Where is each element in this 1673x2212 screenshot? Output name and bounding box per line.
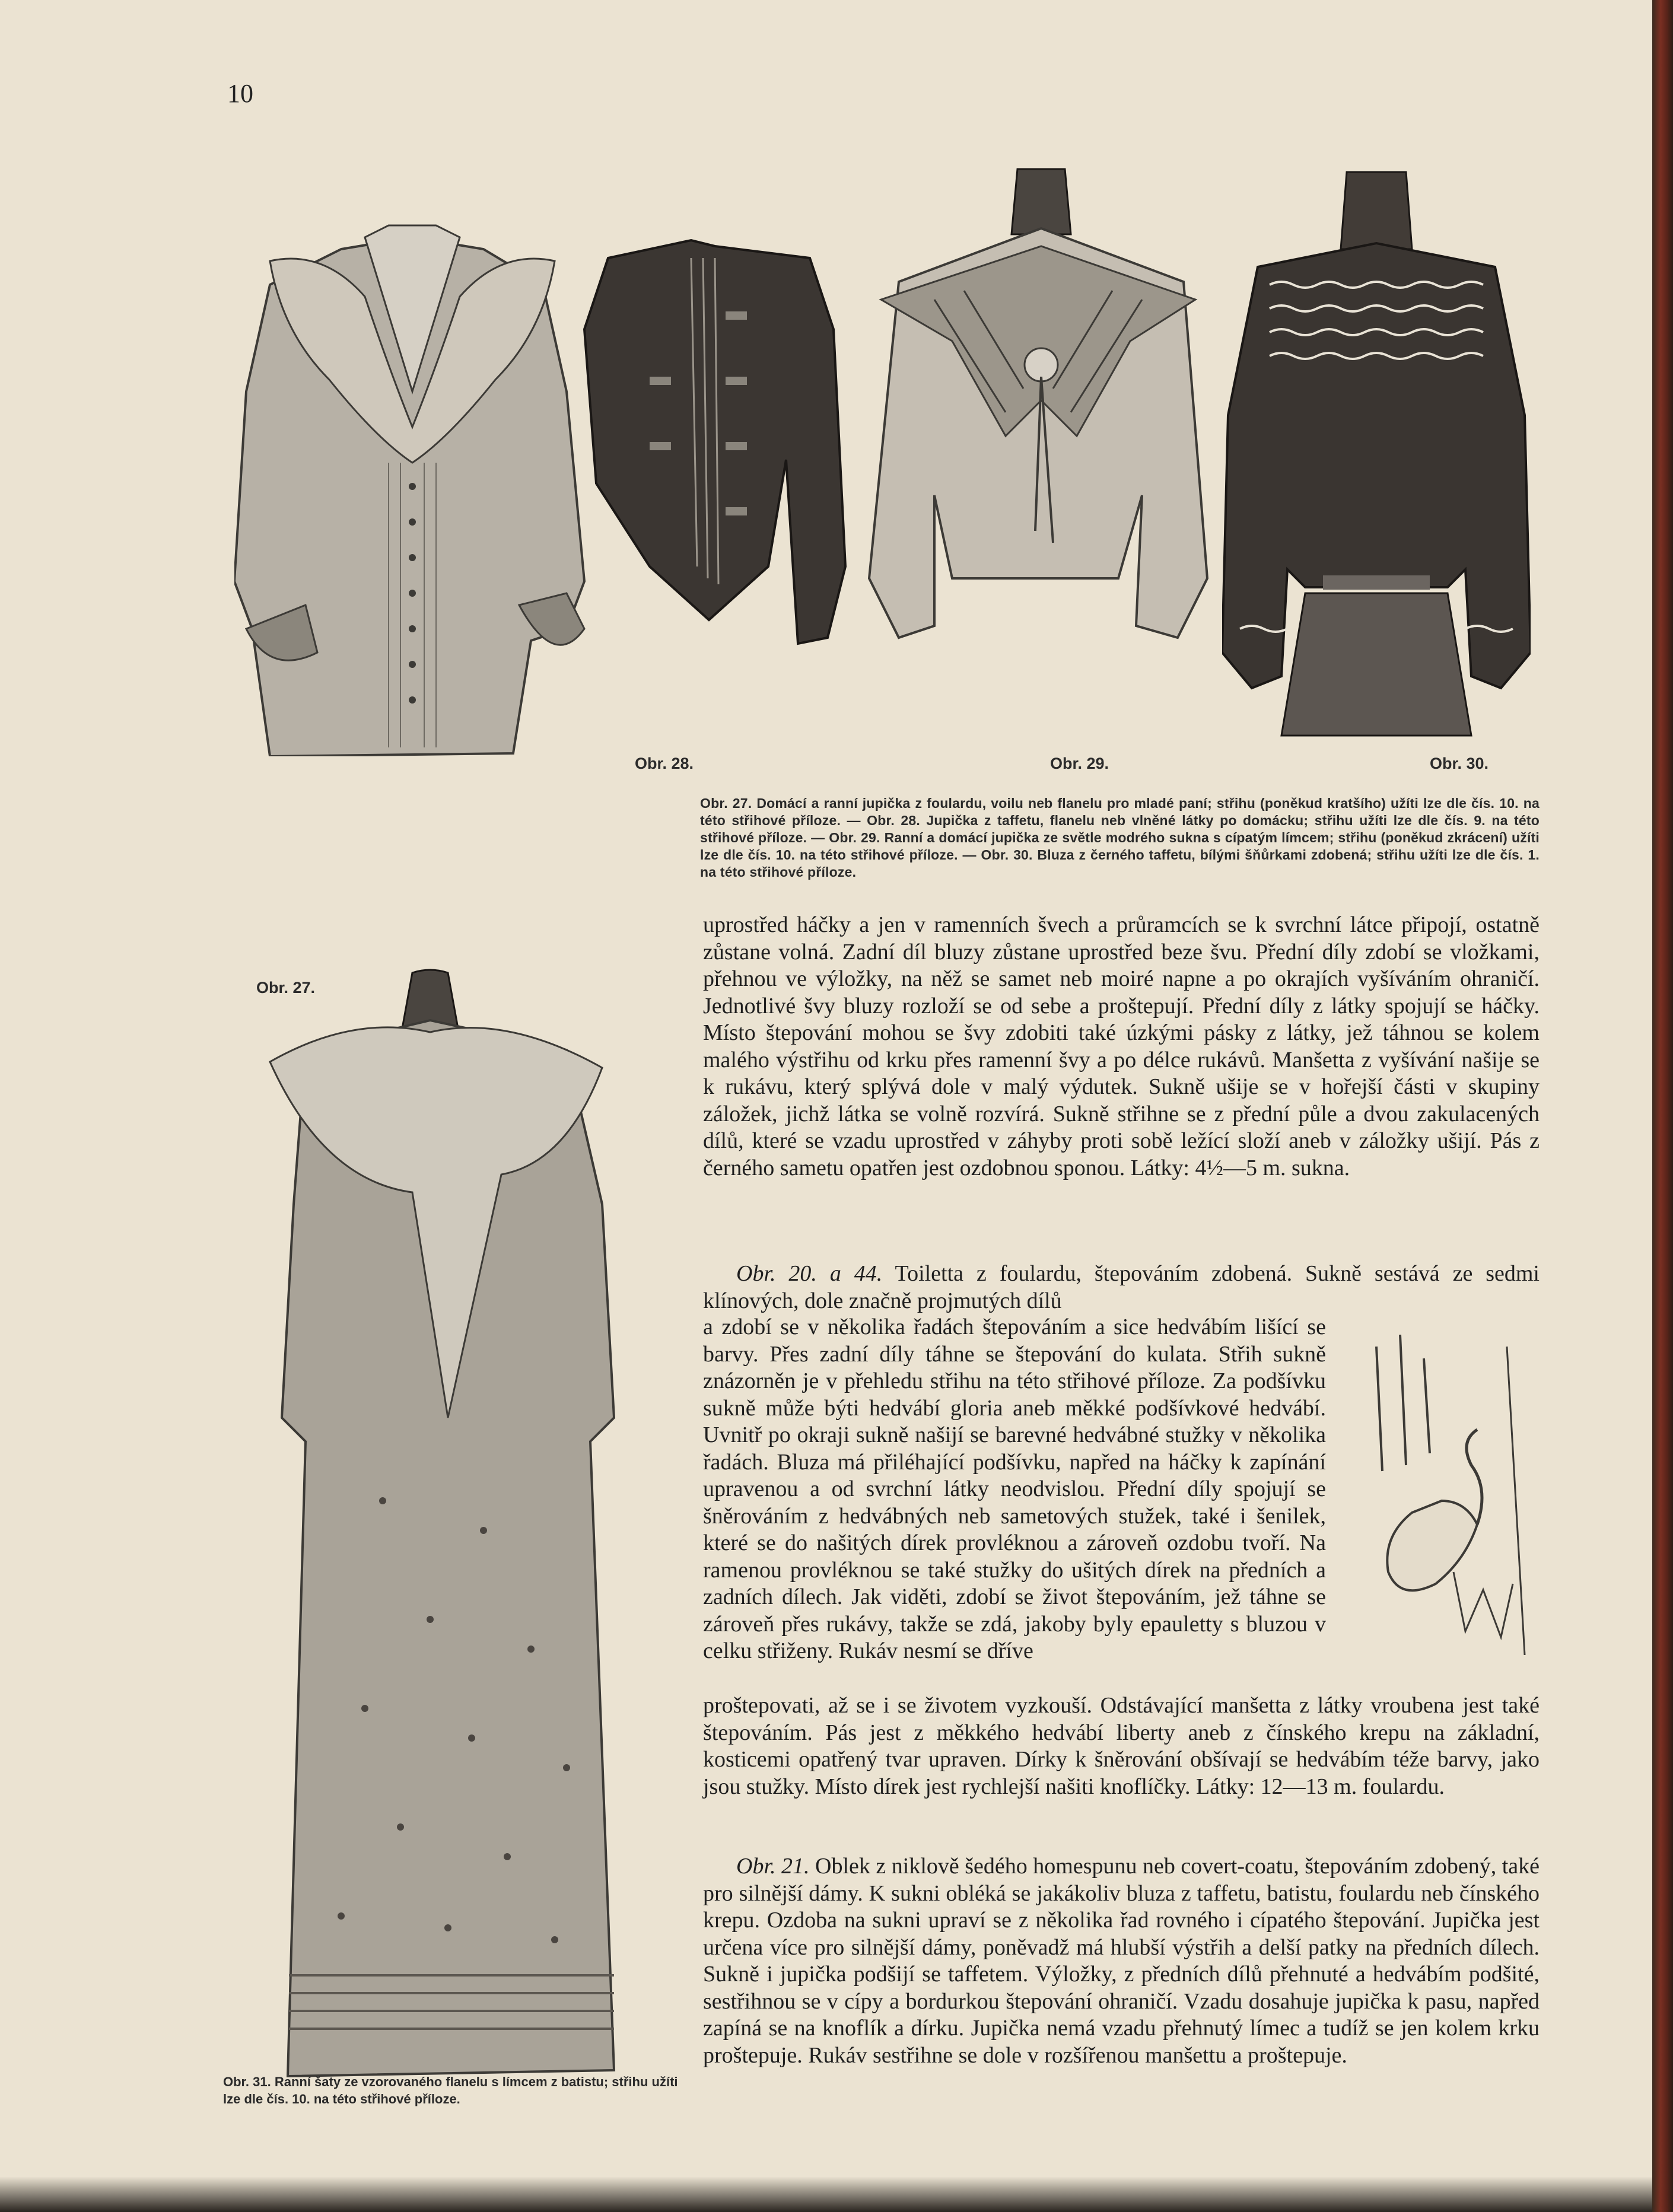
figure-31-illustration xyxy=(234,967,685,2094)
figure-27-label: Obr. 27. xyxy=(256,979,316,997)
caption-bottom: Obr. 31. Ranní šaty ze vzorovaného flanelu s límcem z batistu; střihu užíti lze dle čís. 10. na této střihové příloze. xyxy=(223,2074,678,2106)
scan-bottom-edge xyxy=(0,2176,1652,2212)
figure-29-illustration xyxy=(863,163,1213,655)
figure-28-illustration xyxy=(572,234,851,650)
figure-27-illustration xyxy=(234,214,590,756)
figure-29-label: Obr. 29. xyxy=(1050,755,1109,772)
paragraph-2-lead: Obr. 20. a 44. xyxy=(736,1261,883,1286)
caption-top: Obr. 27. Domácí a ranní jupička z foulardu, voilu neb flanelu pro mladé paní; střihu (poněkud kratšího) užíti lze dle čís. 10. na této střihové příloze. — Obr. 28. Jupička z taffetu, flanelu neb vlněné látky po domácku; střihu užíti lze dle čís. 9. na této střihové příloze. — Obr. 29. Ranní a domácí jupička ze světle modrého sukna s cípatým límcem; střihu (poněkud zkrácení) užíti lze dle čís. 10. na této střihové příloze. — Obr. 30. Bluza z černého taffetu, bílými šňůrkami zdobená; střihu užíti lze dle čís. 1. na této střihové příloze. xyxy=(700,795,1540,880)
paragraph-3-text: Oblek z niklově šedého homespunu neb covert-coatu, štepováním zdobený, také pro silnější dámy. K sukni obléká se jakákoliv bluza z taffetu, batistu, foulardu neb čínského krepu. Ozdoba na sukni upraví se z několika řad rovného i cípatého štepování. Jupička jest určena více pro silnější dámy, poněvadž má hlubší výstřih a delší patky na předních dílech. Sukně i jupička podšijí se taffetem. Výložky, z předních dílů přehnuté a hedvábím podšité, sestřihnou se v cípy a bordurkou štepování ohraničí. Vzadu dosahuje jupička k pasu, napřed zapíná se na knoflík a dírku. Jupička nemá vzadu přehnutý límec a tudíž se jen kolem krku proštepuje. Rukáv sestřihne se dole v rozšířenou manšettu a proštepuje. xyxy=(703,1854,1540,2068)
figure-30-illustration xyxy=(1222,166,1531,747)
paragraph-1: uprostřed háčky a jen v ramenních švech a průramcích se k svrchní látce připojí, ostatně zůstane volná. Zadní díl bluzy zůstane uprostřed beze švu. Přední díly zdobí se vložkami, přehnou ve výložky, na něž se samet neb moiré napne a po okrajích vyšíváním ohraničí. Jednotlivé švy bluzy rozloží se od sebe a proštepují. Přední díly z látky spojují se háčky. Místo štepování mohou se švy zdobiti také úzkými pásky z látky, jež táhnou se kolem malého výstřihu od krku přes ramenní švy a po délce rukávů. Manšetta z vyšívání našije se k rukávu, který splývá dole v malý výdutek. Sukně ušije se v hořejší části v skupiny záložek, jichž látka se volně rozvírá. Sukně střihne se z přední půle a dvou zakulacených dílů, které se vzadu uprostřed v záhyby proti sobě ležící složí aneb v záložky ušijí. Pás z černého sametu opatřen jest ozdobnou sponou. Látky: 4½—5 m. sukna. xyxy=(703,912,1540,1180)
figure-30-label: Obr. 30. xyxy=(1430,755,1489,772)
paragraph-2-wrapped: a zdobí se v několika řadách štepováním a sice hedvábím lišící se barvy. Přes zadní díly táhne se štepování do kulata. Střih sukně znázorněn je v přehledu střihu na této střihové příloze. Za podšívku sukně může býti hedvábí gloria aneb měkké podšívkové hedvábí. Uvnitř po okraji sukně našijí se barevné hedvábné stužky v několika řadách. Bluza má přiléhající podšívku, napřed na háčky k zapínání upravenou a od svrchní látky neodvislou. Přední díly spojují se šněrováním z hedvábných neb sametových stužek, také i šenilek, které se do našitých dírek provléknou a zároveň ozdobu tvoří. Na ramenou provléknou se také stužky do ušitých dírek na předních a zadních dílech. Jak viděti, zdobí se život štepováním, jež táhne se zároveň přes rukávy, takže se zdá, jakoby byly epauletty s bluzou v celku střiženy. Rukáv nesmí se dříve xyxy=(703,1315,1326,1663)
paragraph-2-first: Toiletta z foulardu, štepováním zdobená. Sukně sestává ze sedmi klínových, dole značně projmutých dílů xyxy=(703,1261,1540,1313)
paragraph-3-lead: Obr. 21. xyxy=(736,1854,810,1879)
figure-28-label: Obr. 28. xyxy=(635,755,694,772)
swan-illustration xyxy=(1365,1323,1537,1655)
paragraph-2-head xyxy=(703,1261,1540,1315)
page-number: 10 xyxy=(227,79,253,108)
paragraph-3 xyxy=(703,1853,1540,2069)
book-binding-edge xyxy=(1652,0,1673,2212)
paragraph-2-rest: proštepovati, až se i se životem vyzkouší. Odstávající manšetta z látky vroubena jest také štepováním. Pás jest z měkkého hedvábí liberty aneb z čínského krepu na základní, kosticemi opatřený tvar upraven. Dírky k šněrování obšívají se hedvábím téže barvy, jako jsou stužky. Místo dírek jest rychlejší našiti knoflíčky. Látky: 12—13 m. foulardu. xyxy=(703,1693,1540,1799)
